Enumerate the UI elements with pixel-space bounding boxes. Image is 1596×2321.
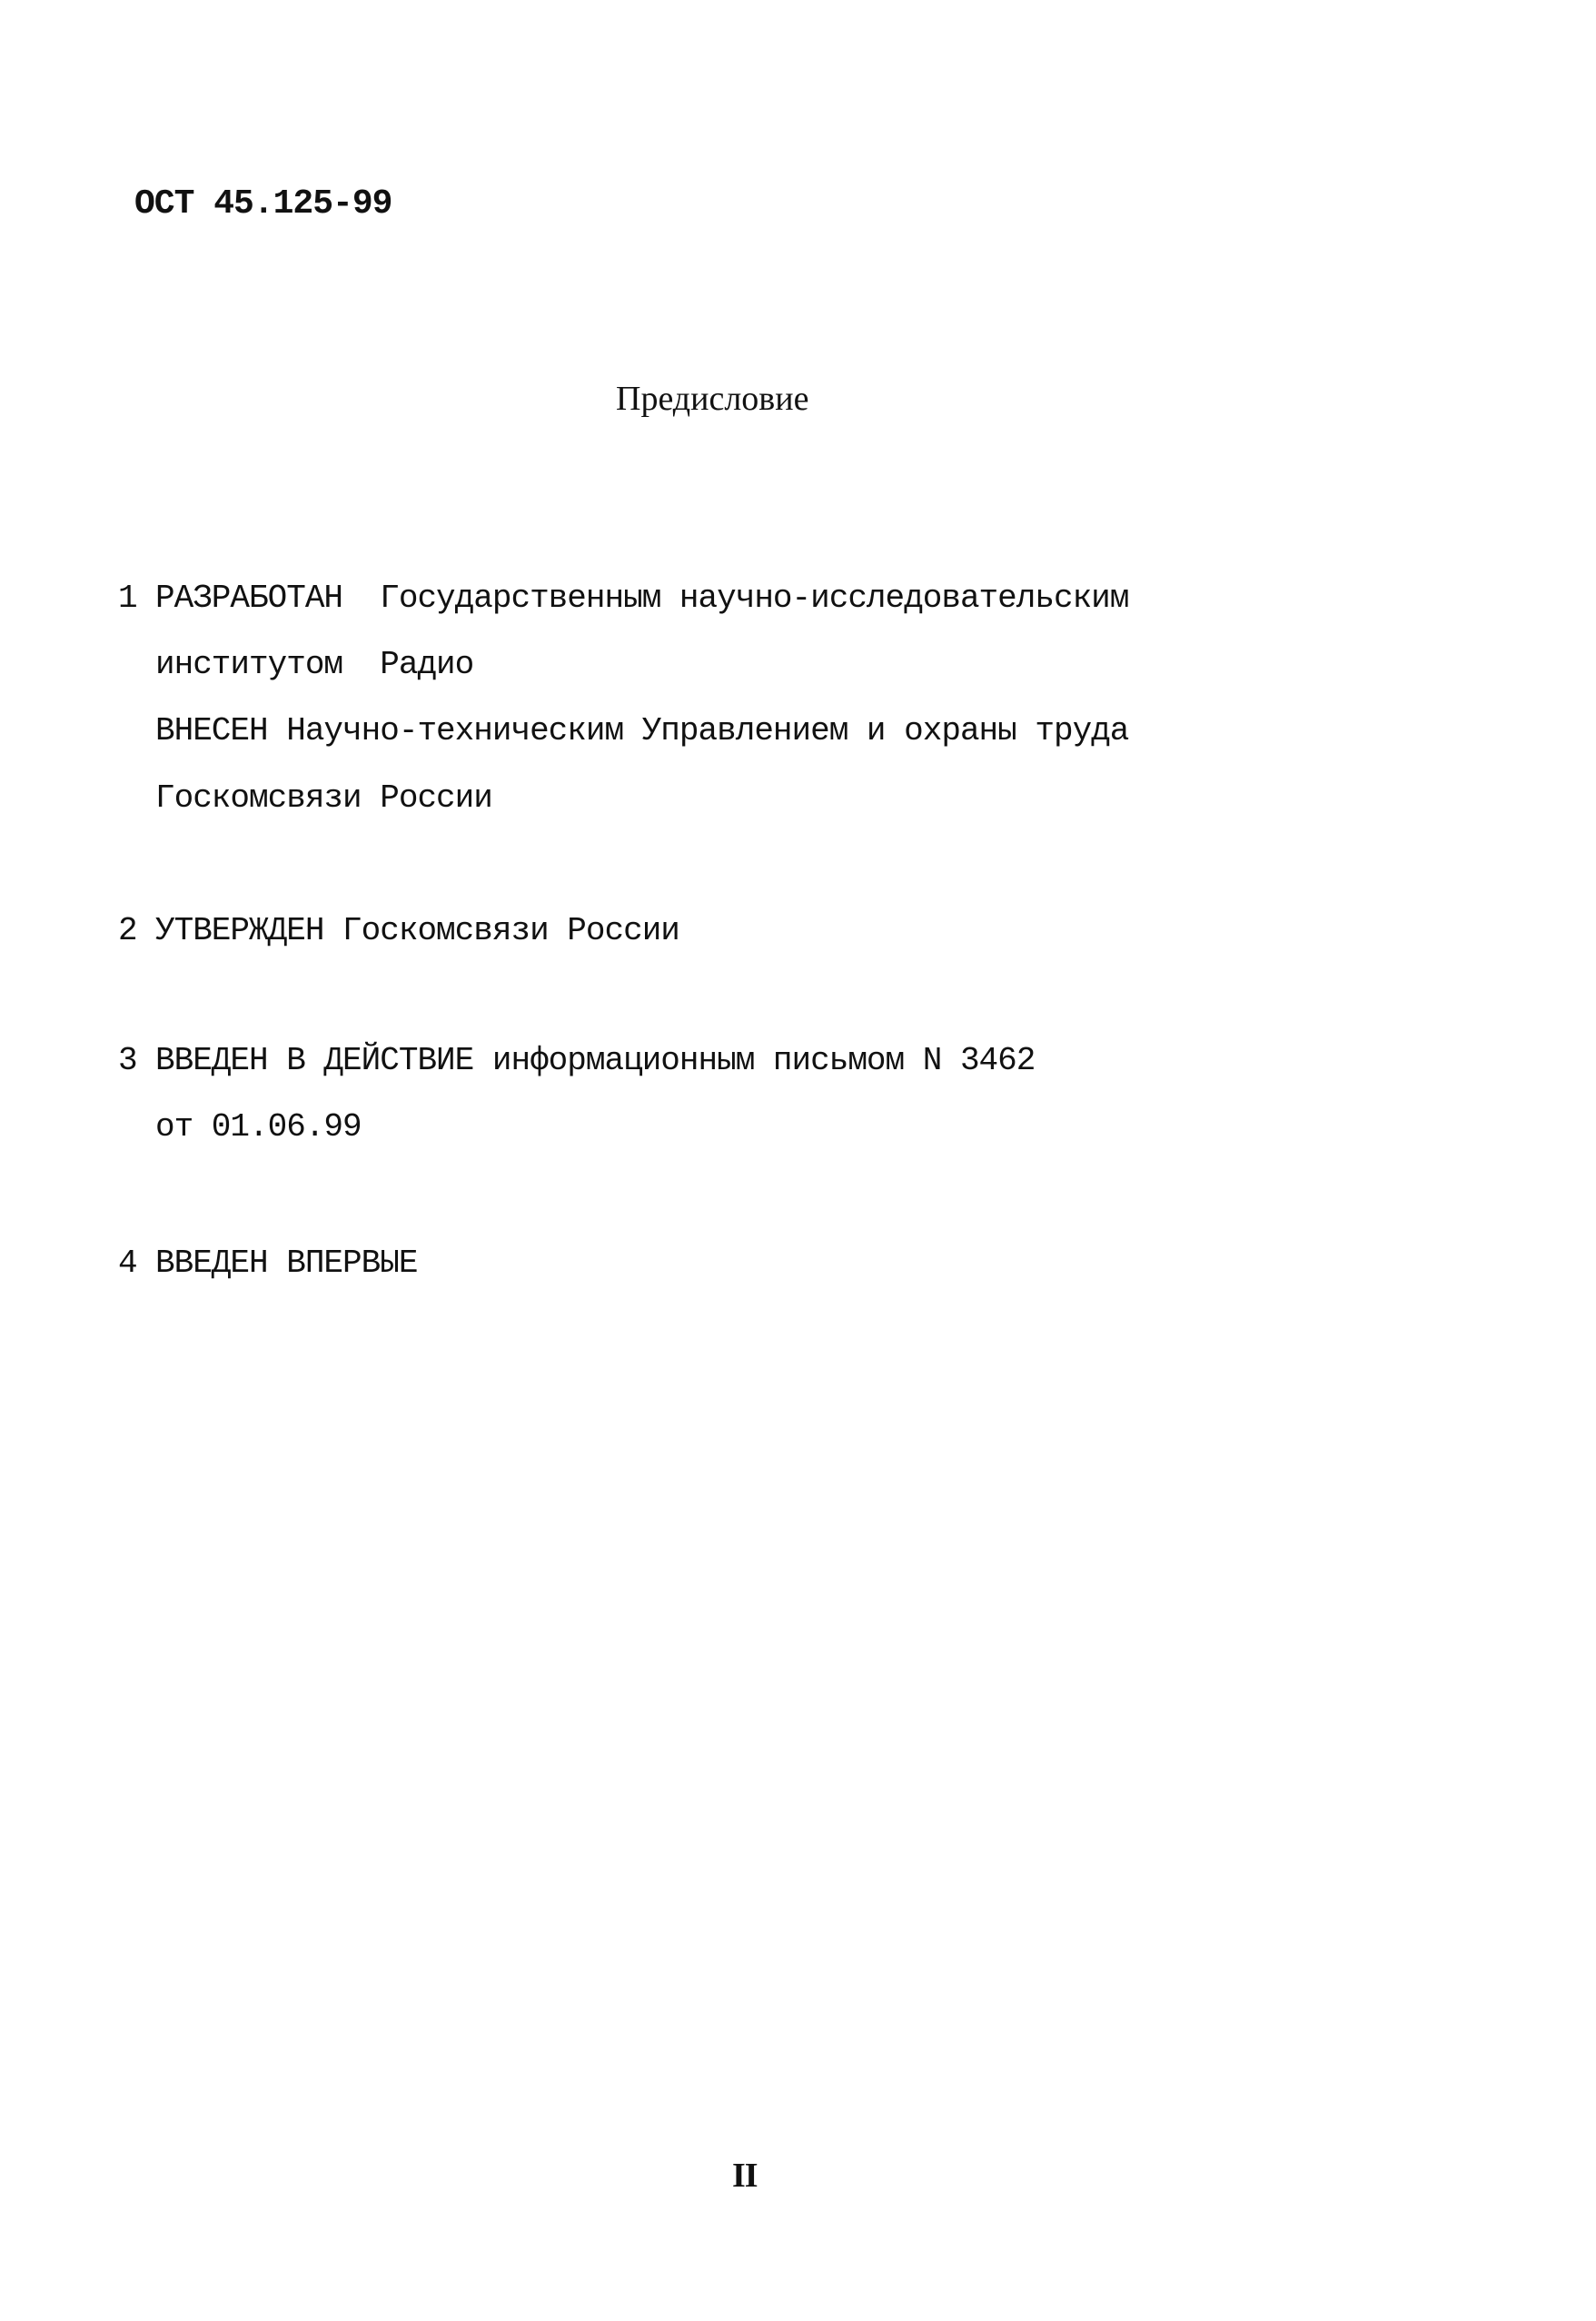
- item-text: ВНЕСЕН Научно-техническим Управлением и охраны труда: [155, 712, 1129, 749]
- item-number: 3: [118, 1042, 137, 1079]
- item-number: 2: [118, 912, 137, 949]
- item-text: от 01.06.99: [155, 1108, 362, 1146]
- item-text: Госкомсвязи России: [155, 779, 492, 817]
- document-code: ОСТ 45.125-99: [134, 184, 392, 223]
- item-number: 1: [118, 580, 137, 617]
- item-number: 4: [118, 1245, 137, 1282]
- page-number: II: [732, 2157, 758, 2195]
- item-text: ВВЕДЕН ВПЕРВЫЕ: [155, 1245, 418, 1282]
- item-text: ВВЕДЕН В ДЕЙСТВИЕ информационным письмом N 3462: [155, 1042, 1036, 1079]
- item-text: РАЗРАБОТАН Государственным научно-исследовательским: [155, 580, 1129, 617]
- page-title: Предисловие: [616, 380, 809, 418]
- item-text: институтом Радио: [155, 646, 474, 683]
- item-text: УТВЕРЖДЕН Госкомсвязи России: [155, 912, 679, 949]
